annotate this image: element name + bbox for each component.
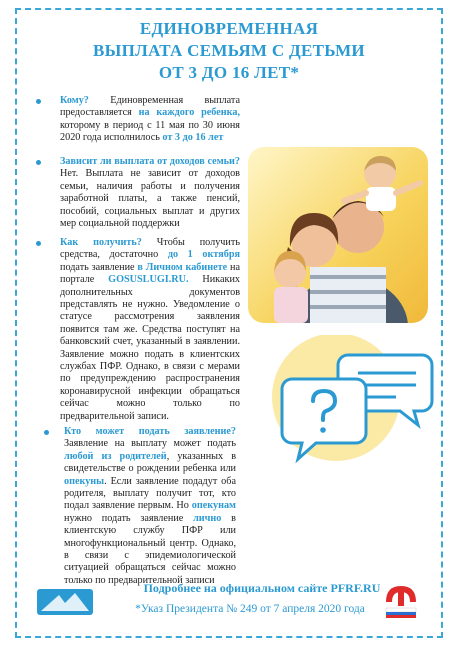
section-text: Чтобы получить средства, достаточно [60,237,240,261]
section-text: на портале [60,261,240,286]
highlight-text: на каждого ребенка, [138,107,240,119]
section-who [60,95,240,145]
question-bubbles-icon [256,335,441,470]
highlight-text: до 1 октября [167,249,240,261]
family-photo [248,147,428,323]
section-income [60,156,240,230]
question-income: Зависит ли выплата от доходов семьи? [60,156,240,167]
title-line-3: ОТ 3 ДО 16 ЛЕТ* [158,63,300,82]
section-text: Единовременная выплата предоставляется [60,95,240,119]
bullet-icon [36,160,41,165]
question-who: Кому? [60,95,89,106]
section-text: Нет. Выплата не зависит от доходов семьи, наличия работы и получения заработной платы, а также пенсий, пособий, социальных выплат и других мер социальной поддержки [60,168,240,230]
title-line-2: ВЫПЛАТА СЕМЬЯМ С ДЕТЬМИ [93,41,365,60]
highlight-text: в Личном кабинете [137,261,228,273]
section-text: нужно подать заявление [64,512,194,524]
section-text: . Если заявление подадут оба родителя, выплату получит тот, кто подал заявление первым. Но [64,475,236,512]
section-text: которому в период с 11 мая по 30 июня 2020 года исполнилось [60,119,240,144]
pfr-logo [380,580,422,620]
section-text: Заявление на выплату может подать [64,438,236,450]
decree-note: *Указ Президента № 249 от 7 апреля 2020 года [135,603,365,615]
highlight-text: опекунам [191,500,236,512]
highlight-text: любой из родителей [64,450,167,462]
bullet-icon [36,241,41,246]
section-how [60,237,240,423]
section-text: подать заявление [60,261,138,273]
section-text: Никаких дополнительных документов представлять не нужно. Уведомление о статусе рассмотрения заявления появится там же. Средства поступят на банковский счет, указанный в заявлении. Заявление можно подать в клиентских службах ПФР. Однако, в связи с мерами по предупреждению распространения коронавирусной инфекции обращаться сейчас можно только по предварительной записи. [60,274,240,422]
highlight-text: от 3 до 16 лет [162,132,224,144]
question-how: Как получить? [60,237,142,248]
title-line-1: ЕДИНОВРЕМЕННАЯ [139,19,319,38]
bullet-icon [44,430,49,435]
highlight-text: лично [193,512,222,524]
bullet-icon [36,99,41,104]
question-who-can-apply: Кто может подать заявление? [64,426,236,437]
highlight-text: GOSUSLUGI.RU. [108,274,189,286]
section-who-can-apply [64,426,236,587]
section-text: в клиентскую службу ПФР или многофункциональный центр. Однако, в связи с эпидемиологической ситуацией обращаться сейчас можно только по предварительной записи [64,512,236,586]
government-logo [35,585,95,617]
page-title [15,18,443,84]
official-site-link[interactable]: Подробнее на официальном сайте PFRF.RU [143,581,381,595]
highlight-text: опекуны [64,475,105,487]
section-text: , указанных в свидетельстве о рождении ребенка или [64,450,237,475]
